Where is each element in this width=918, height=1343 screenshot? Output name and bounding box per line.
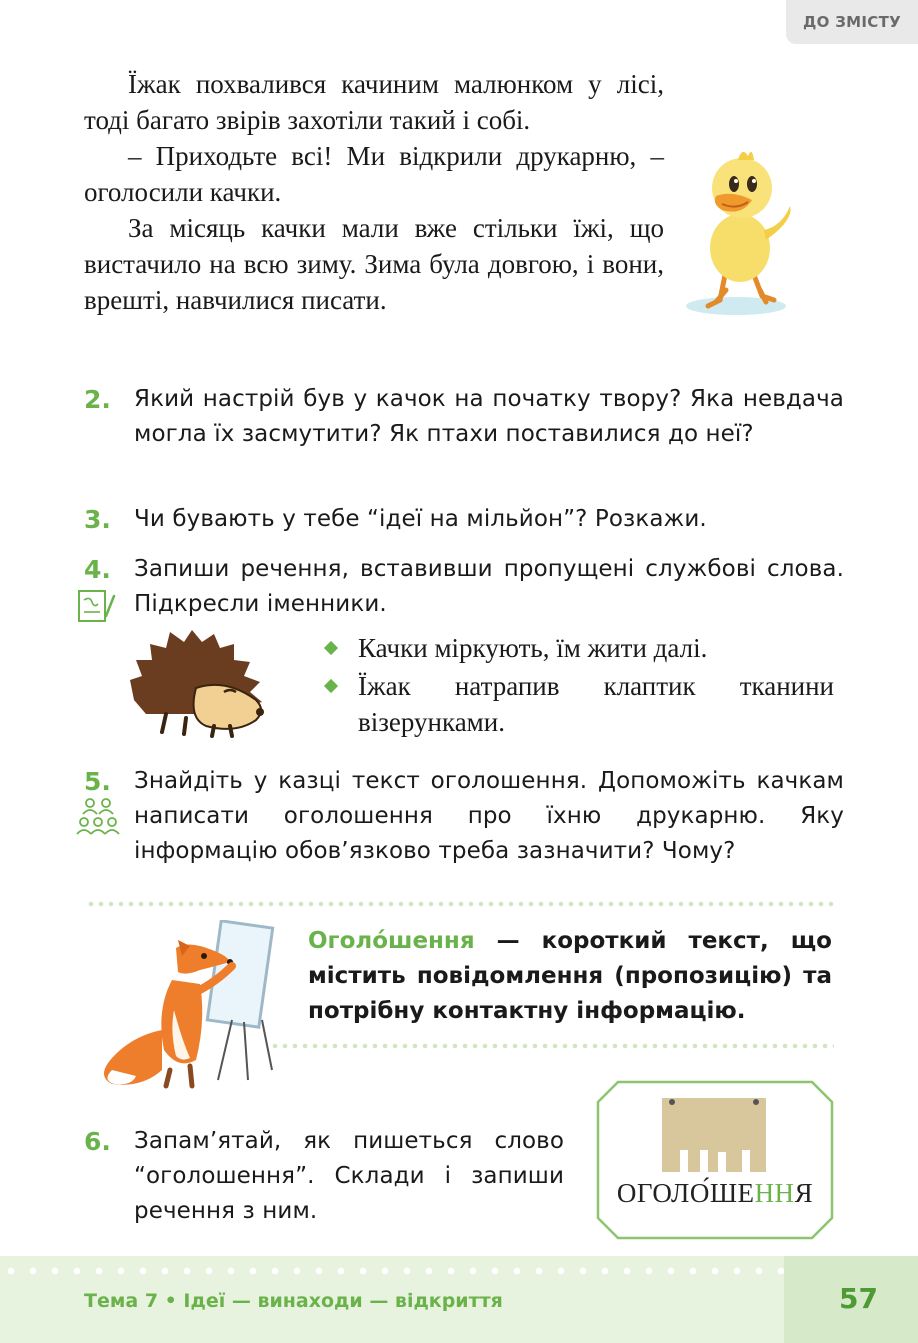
- contents-link[interactable]: ДО ЗМІСТУ: [786, 0, 918, 44]
- task-number: 4.: [84, 555, 111, 584]
- ornament-pattern: [0, 1262, 918, 1280]
- fox-with-flipchart-illustration: [92, 920, 282, 1090]
- sentence-item: [322, 668, 834, 740]
- task-3: [84, 502, 844, 537]
- vocabulary-word-card: [596, 1080, 834, 1240]
- section-divider: [270, 1042, 834, 1050]
- task-4-sentences: [322, 630, 834, 742]
- word-part: Я: [794, 1178, 814, 1208]
- section-divider: [86, 900, 834, 908]
- sentence-text: Качки міркують, їм жити далі.: [358, 633, 708, 663]
- story-paragraph: – Приходьте всі! Ми відкрили друкарню, – оголосили качки.: [84, 141, 664, 207]
- vocabulary-word: [596, 1178, 834, 1209]
- sentence-item: [322, 630, 834, 666]
- writing-notebook-icon: [76, 588, 118, 624]
- task-text: Запиши речення, вставивши пропущені службові слова. Підкресли іменники.: [134, 556, 844, 617]
- task-number: 6.: [84, 1127, 111, 1156]
- word-highlight: НН: [754, 1178, 795, 1208]
- definition-text: — короткий текст, що містить повідомлення (пропозицію) та потрібну контактну інформацію.: [308, 928, 832, 1024]
- task-number: 2.: [84, 385, 111, 414]
- topic-title: Тема 7 • Ідеї — винаходи — відкриття: [84, 1290, 503, 1312]
- diamond-bullet-icon: [324, 679, 338, 693]
- definition-term: Оголо́шення: [308, 928, 475, 954]
- task-number: 3.: [84, 505, 111, 534]
- task-6: [84, 1124, 564, 1229]
- group-work-icon: [76, 796, 120, 836]
- duckling-illustration: [686, 140, 796, 320]
- story-paragraph: Їжак похвалився качиним малюнком у лісі, тоді багато звірів захотіли такий і собі.: [84, 69, 664, 135]
- story-text: [84, 66, 664, 318]
- word-part: ОГОЛО́ШЕ: [616, 1178, 755, 1208]
- task-4: [84, 552, 844, 622]
- definition-box: [308, 924, 832, 1029]
- hedgehog-illustration: [126, 630, 272, 740]
- sentence-text: Їжак натрапив клаптик тканини візерунками.: [358, 671, 834, 737]
- task-number: 5.: [84, 767, 111, 796]
- task-text: Знайдіть у казці текст оголошення. Допоможіть качкам написати оголошення про їхню друкарню. Яку інформацію обов’язково треба зазначити? Чому?: [134, 768, 844, 864]
- card-frame: [596, 1080, 834, 1240]
- story-paragraph: За місяць качки мали вже стільки їжі, що вистачило на всю зиму. Зима була довгою, і вони, врешті, навчилися писати.: [84, 213, 664, 315]
- task-2: [84, 382, 844, 452]
- diamond-bullet-icon: [324, 641, 338, 655]
- task-text: Запам’ятай, як пишеться слово “оголошення”. Склади і запиши речення з ним.: [134, 1128, 564, 1224]
- page-number: 57: [839, 1282, 878, 1315]
- task-5: [84, 764, 844, 869]
- task-text: Чи бувають у тебе “ідеї на мільйон”? Розкажи.: [134, 506, 707, 532]
- task-text: Який настрій був у качок на початку твору? Яка невдача могла їх засмутити? Як птахи поставилися до неї?: [134, 386, 844, 447]
